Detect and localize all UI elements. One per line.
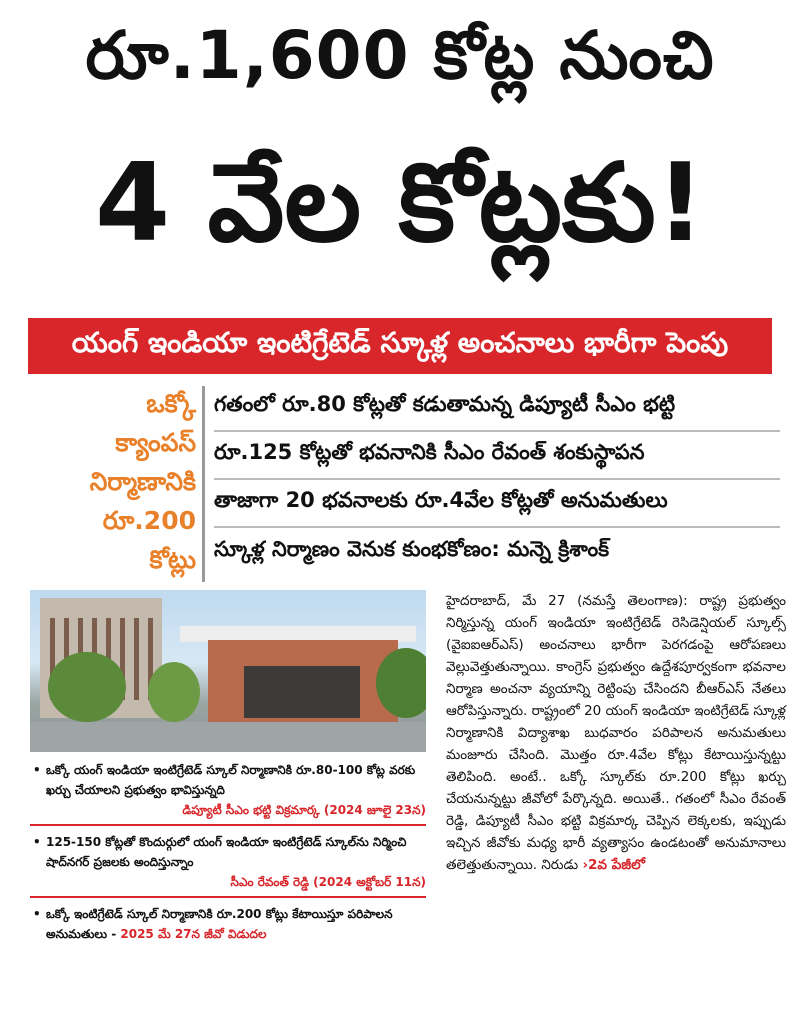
key-point: రూ.125 కోట్లతో భవనానికి సీఎం రేవంత్ శంకుస్థాపన (214, 432, 780, 480)
quote-item: • ఒక్కో యంగ్ ఇండియా ఇంటిగ్రేటెడ్ స్కూల్ నిర్మాణానికి రూ.80-100 కోట్ల వరకు ఖర్చు చేయాలని ప్రభుత్వం భావిస్తున్నది (30, 760, 426, 800)
divider (202, 386, 205, 582)
building-main (208, 640, 398, 724)
quotes-list (30, 760, 426, 944)
tree (48, 652, 126, 722)
quote-item-highlight: 2025 మే 27న జీవో విడుదల (120, 927, 267, 941)
side-caption-line: నిర్మాణానికి (89, 467, 196, 496)
quote-item (30, 904, 426, 944)
side-caption-line: ఒక్కో (146, 389, 196, 418)
key-point: గతంలో రూ.80 కోట్లతో కడుతామన్న డిప్యూటీ సీఎం భట్టి (214, 384, 780, 432)
quote-credit: డిప్యూటీ సీఎం భట్టి విక్రమార్క (2024 జూలై 23న) (30, 800, 426, 826)
subheadline-banner: యంగ్ ఇండియా ఇంటిగ్రేటెడ్ స్కూళ్ల అంచనాలు భారీగా పెంపు (28, 318, 772, 374)
headline-line-2: 4 వేల కోట్లకు! (94, 141, 706, 266)
key-points-list (214, 384, 780, 576)
article-body (446, 590, 786, 876)
side-caption-line: కోట్లు (149, 545, 196, 574)
continued-link[interactable]: ›2వ పేజీలో (582, 857, 646, 873)
side-caption-line: రూ.200 (102, 506, 196, 535)
side-caption (28, 384, 196, 584)
key-point: స్కూళ్ల నిర్మాణం వెనుక కుంభకోణం: మన్నె క్రిశాంక్ (214, 537, 610, 561)
quote-item: • 125-150 కోట్లతో కొందుర్గులో యంగ్ ఇండియా ఇంటిగ్రేటెడ్ స్కూల్‌ను నిర్మించి షాద్‌నగర్ ప్రజలకు అందిస్తున్నాం (30, 832, 426, 872)
headline-line-1: రూ.1,600 కోట్ల నుంచి (85, 17, 715, 94)
side-caption-line: క్యాంపస్ (115, 428, 196, 457)
quote-item-text: ఒక్కో ఇంటిగ్రేటెడ్ స్కూల్ నిర్మాణానికి రూ.200 కోట్లు కేటాయిస్తూ పరిపాలన అనుమతులు - (46, 907, 393, 941)
article-text: హైదరాబాద్, మే 27 (నమస్తే తెలంగాణ): రాష్ట్ర ప్రభుత్వం నిర్మిస్తున్న యంగ్ ఇండియా ఇంటిగ్రేటెడ్ రెసిడెన్షియల్ స్కూల్స్ (వైఐఐఆర్ఎస్) అంచనాలు భారీగా పెరగడంపై ఆరోపణలు వెల్లువెత్తుతున్నాయి. కాంగ్రెస్ ప్రభుత్వం ఉద్దేశపూర్వకంగా భవనాల నిర్మాణ అంచనా వ్యయాన్ని రెట్టింపు చేసిందని బీఆర్ఎస్ నేతలు ఆరోపిస్తున్నారు. రాష్ట్రంలో 20 యంగ్ ఇండియా ఇంటిగ్రేటెడ్ స్కూళ్ల నిర్మాణానికి విద్యాశాఖ బుధవారం పరిపాలన అనుమతులు మంజూరు చేసింది. మొత్తం రూ.4వేల కోట్లు కేటాయిస్తున్నట్టు తెలిపింది. అంటే.. ఒక్కో స్కూల్‌కు రూ.200 కోట్లు ఖర్చు చేయనున్నట్టు జీవోలో పేర్కొన్నది. అయితే.. గతంలో సీఎం రేవంత్ రెడ్డి, డిప్యూటీ సీఎం భట్టి విక్రమార్క చెప్పిన లెక్కలకు, ఇప్పుడు ఇచ్చిన జీవోకు మధ్య భారీ వ్యత్యాసం ఉండటంతో అనుమానాలు తలెత్తుతున్నాయి. నిరుడు (446, 593, 786, 873)
tree (148, 662, 200, 722)
building-photo (30, 590, 426, 752)
quote-credit: సీఎం రేవంత్ రెడ్డి (2024 అక్టోబర్ 11న) (30, 872, 426, 898)
ground (30, 722, 426, 752)
key-point: తాజాగా 20 భవనాలకు రూ.4వేల కోట్లతో అనుమతులు (214, 480, 780, 528)
